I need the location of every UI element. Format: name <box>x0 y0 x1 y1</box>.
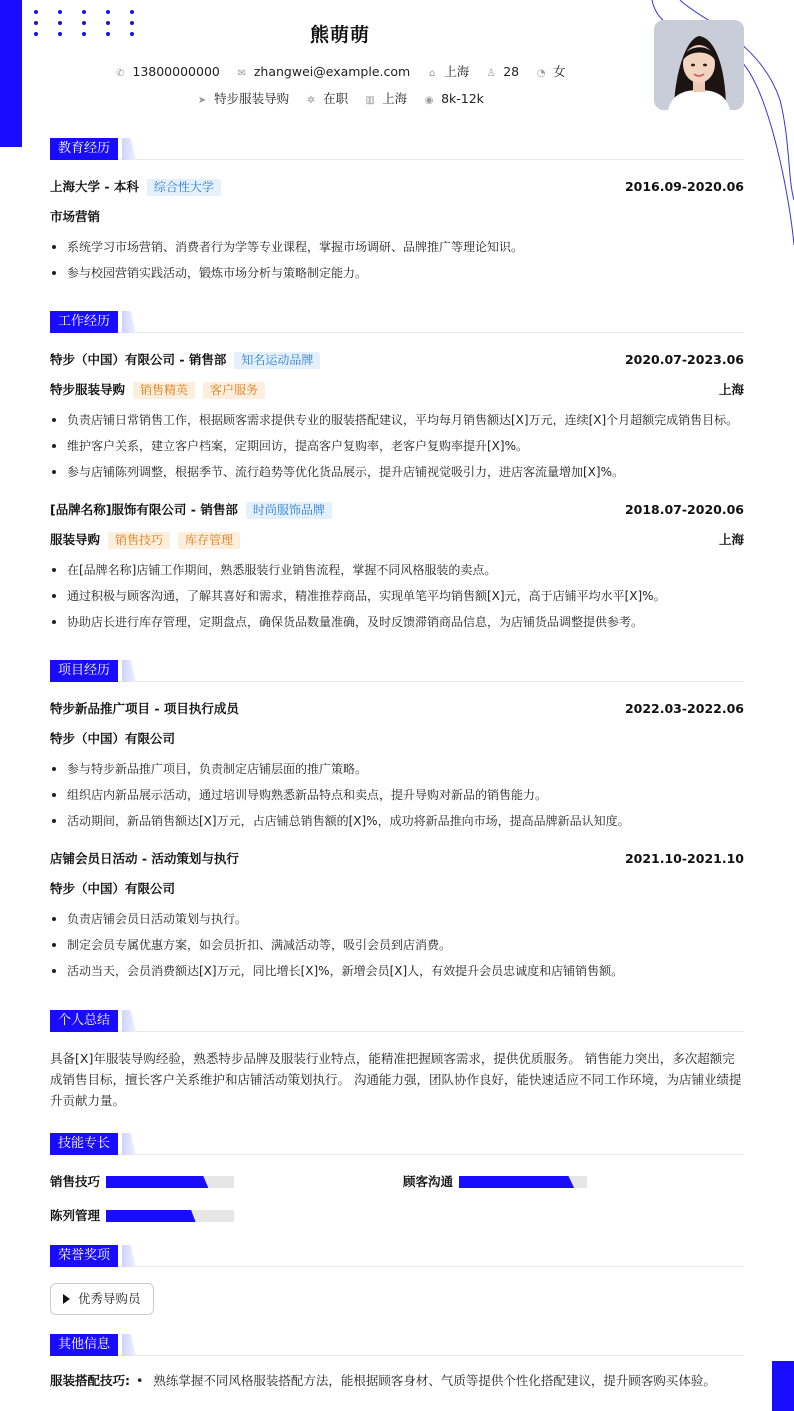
project-org-row <box>50 880 744 898</box>
work-location: 上海 <box>718 382 744 397</box>
position-name: 服装导购 <box>50 532 101 547</box>
email-info: ✉ zhangwei@example.com <box>237 64 411 79</box>
gender-icon: ◔ <box>536 68 546 79</box>
skill-name: 销售技巧 <box>50 1174 101 1189</box>
skill-tag: 销售技巧 <box>108 532 170 549</box>
gender-info: ◔ 女 <box>536 64 566 79</box>
cake-icon: ♙ <box>486 68 496 79</box>
skill-bar-fill <box>459 1176 574 1188</box>
skill-tag: 客户服务 <box>203 382 265 399</box>
project-name: 店铺会员日活动 - 活动策划与执行 <box>50 851 239 866</box>
phone-info: ✆ 13800000000 <box>116 64 220 79</box>
skill-tag: 销售精英 <box>133 382 195 399</box>
list-item: 通过积极与顾客沟通，了解其喜好和需求，精准推荐商品，实现单笔平均销售额[X]元，高于店铺平均水平[X]%。 <box>50 587 744 605</box>
other-info-row <box>50 1372 744 1390</box>
projects-section <box>50 660 744 990</box>
target-city-info: ▥ 上海 <box>365 91 408 106</box>
avatar <box>654 20 744 110</box>
section-title-awards: 荣誉奖项 <box>50 1245 744 1267</box>
skill-item <box>50 1207 240 1225</box>
phone-icon: ✆ <box>116 68 125 79</box>
list-item: 活动期间，新品销售额达[X]万元，占店铺总销售额的[X]%，成功将新品推向市场，提高品牌新品认知度。 <box>50 812 744 830</box>
building-icon: ▥ <box>365 95 375 106</box>
send-icon: ➤ <box>197 95 207 106</box>
work-date: 2020.07-2023.06 <box>624 352 744 367</box>
work-header-row <box>50 351 744 369</box>
list-item: 负责店铺会员日活动策划与执行。 <box>50 910 744 928</box>
salary-info: ◉ 8k-12k <box>424 91 484 106</box>
skill-name: 陈列管理 <box>50 1208 101 1223</box>
avatar-portrait-icon <box>654 20 744 110</box>
home-icon: ⌂ <box>429 68 436 79</box>
skill-name: 顾客沟通 <box>403 1174 454 1189</box>
job-target-info: ➤ 特步服装导购 <box>197 91 290 106</box>
section-title-summary: 个人总结 <box>50 1010 744 1032</box>
list-item: 协助店长进行库存管理，定期盘点，确保货品数量准确，及时反馈滞销商品信息，为店铺货品调整提供参考。 <box>50 613 744 631</box>
school-name: 上海大学 - 本科 <box>50 179 139 194</box>
education-header-row <box>50 178 744 196</box>
skill-item <box>403 1173 593 1191</box>
company-tag: 知名运动品牌 <box>234 352 320 369</box>
education-section <box>50 138 744 288</box>
bullet-icon: • <box>136 1373 144 1388</box>
contact-row-job <box>0 89 680 107</box>
project-header-row <box>50 700 744 718</box>
skill-bar-track <box>106 1210 234 1222</box>
section-title-skills: 技能专长 <box>50 1133 744 1155</box>
project-date: 2022.03-2022.06 <box>624 701 744 716</box>
project-header-row <box>50 850 744 868</box>
project-org-row <box>50 730 744 748</box>
other-info-text: 熟练掌握不同风格服装搭配方法，能根据顾客身材、气质等提供个性化搭配建议，提升顾客购买体验。 <box>153 1373 716 1388</box>
list-item: 组织店内新品展示活动，通过培训导购熟悉新品特点和卖点，提升导购对新品的销售能力。 <box>50 786 744 804</box>
skill-bar-fill <box>106 1210 196 1222</box>
section-title-projects: 项目经历 <box>50 660 744 682</box>
project-name: 特步新品推广项目 - 项目执行成员 <box>50 701 239 716</box>
candidate-name: 熊萌萌 <box>309 24 370 46</box>
contact-row-basic <box>0 62 680 80</box>
project-org: 特步（中国）有限公司 <box>50 731 176 746</box>
resume-header <box>0 0 794 120</box>
company-tag: 时尚服饰品牌 <box>246 502 332 519</box>
project-org: 特步（中国）有限公司 <box>50 881 176 896</box>
skill-item <box>50 1173 240 1191</box>
list-item: 负责店铺日常销售工作，根据顾客需求提供专业的服装搭配建议，平均每月销售额达[X]万元，连续[X]个月超额完成销售目标。 <box>50 411 744 429</box>
section-title-education: 教育经历 <box>50 138 744 160</box>
status-info: ✲ 在职 <box>306 91 349 106</box>
education-date: 2016.09-2020.06 <box>624 179 744 194</box>
project-date: 2021.10-2021.10 <box>624 851 744 866</box>
list-item: 活动当天，会员消费额达[X]万元，同比增长[X]%，新增会员[X]人，有效提升会员忠诚度和店铺销售额。 <box>50 962 744 980</box>
triangle-right-icon <box>63 1294 70 1304</box>
awards-section <box>50 1245 744 1320</box>
list-item: 制定会员专属优惠方案，如会员折扣、满减活动等，吸引会员到店消费。 <box>50 936 744 954</box>
gear-icon: ✲ <box>306 95 316 106</box>
section-title-other: 其他信息 <box>50 1334 744 1356</box>
skill-bar-fill <box>106 1176 208 1188</box>
skill-bar-track <box>106 1176 234 1188</box>
major-name: 市场营销 <box>50 209 101 224</box>
age-info: ♙ 28 <box>486 64 520 79</box>
list-item: 系统学习市场营销、消费者行为学等专业课程，掌握市场调研、品牌推广等理论知识。 <box>50 238 744 256</box>
list-item: 在[品牌名称]店铺工作期间，熟悉服装行业销售流程，掌握不同风格服装的卖点。 <box>50 561 744 579</box>
section-title-work: 工作经历 <box>50 311 744 333</box>
award-item: 优秀导购员 <box>50 1283 154 1315</box>
work-header-row <box>50 501 744 519</box>
list-item: 维护客户关系，建立客户档案，定期回访，提高客户复购率，老客户复购率提升[X]%。 <box>50 437 744 455</box>
other-section <box>50 1334 744 1394</box>
position-name: 特步服装导购 <box>50 382 126 397</box>
summary-text: 具备[X]年服装导购经验，熟悉特步品牌及服装行业特点，能精准把握顾客需求，提供优质服务。 销售能力突出，多次超额完成销售目标，擅长客户关系维护和店铺活动策划执行。 沟通能力强，团队协作良好，能快速适应不同工作环境，为店铺业绩提升贡献力量。 <box>50 1051 742 1108</box>
decorative-right-bar <box>772 1361 794 1411</box>
work-date: 2018.07-2020.06 <box>624 502 744 517</box>
major-row <box>50 208 744 226</box>
skill-bar-track <box>459 1176 587 1188</box>
skills-section <box>50 1133 744 1228</box>
mail-icon: ✉ <box>237 68 247 79</box>
position-row <box>50 381 744 399</box>
list-item: 参与店铺陈列调整，根据季节、流行趋势等优化货品展示，提升店铺视觉吸引力，进店客流量增加[X]%。 <box>50 463 744 481</box>
city-info: ⌂ 上海 <box>426 62 469 80</box>
work-section <box>50 311 744 641</box>
company-name: [品牌名称]服饰有限公司 - 销售部 <box>50 502 238 517</box>
list-item: 参与校园营销实践活动，锻炼市场分析与策略制定能力。 <box>50 264 744 282</box>
work-location: 上海 <box>718 532 744 547</box>
skill-tag: 库存管理 <box>178 532 240 549</box>
list-item: 参与特步新品推广项目，负责制定店铺层面的推广策略。 <box>50 760 744 778</box>
other-info-label: 服装搭配技巧: <box>50 1373 130 1388</box>
coin-icon: ◉ <box>424 95 434 106</box>
summary-section <box>50 1010 744 1120</box>
school-tag: 综合性大学 <box>147 179 221 196</box>
company-name: 特步（中国）有限公司 - 销售部 <box>50 352 227 367</box>
position-row <box>50 531 744 549</box>
